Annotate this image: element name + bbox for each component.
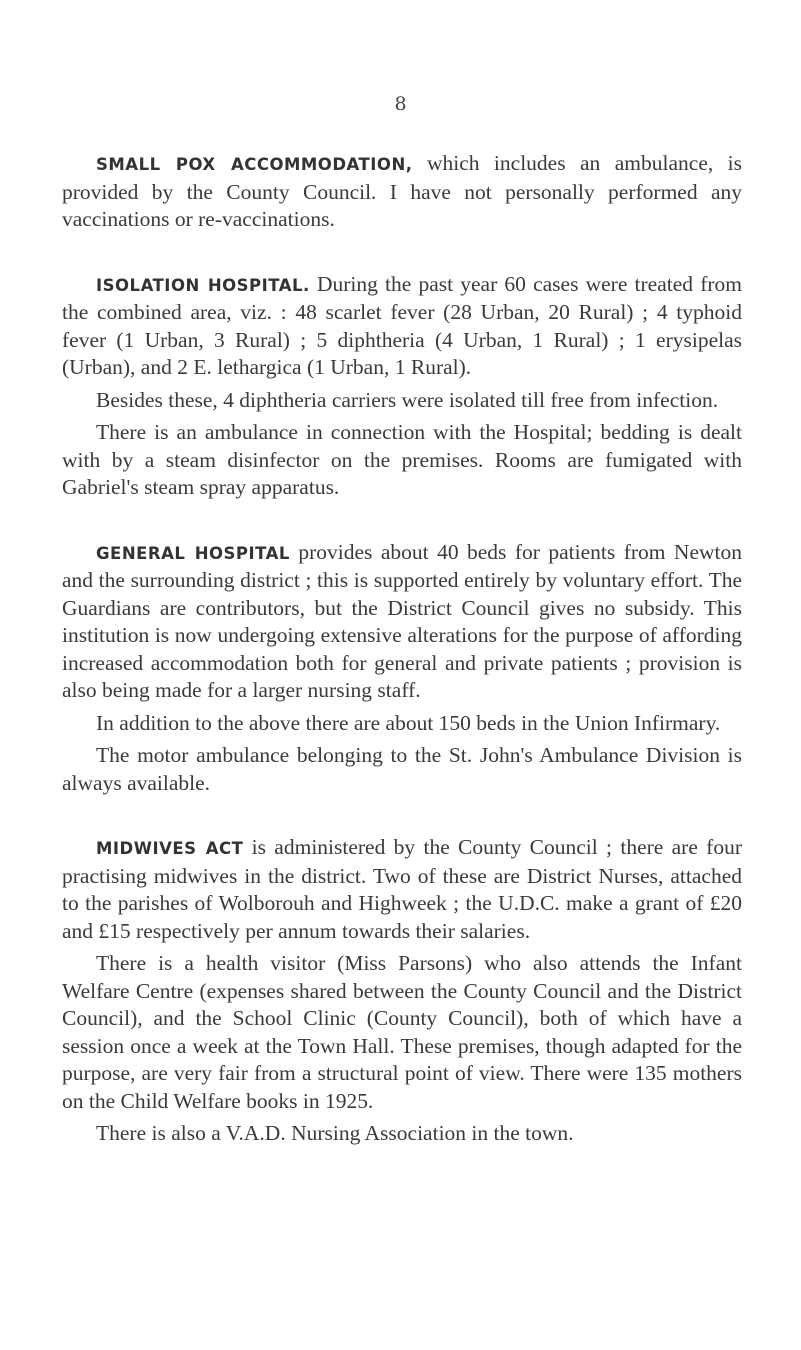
small-pox-paragraph: [62, 150, 742, 234]
isolation-paragraph-1: [62, 271, 742, 382]
section-isolation-hospital: [62, 271, 742, 502]
midwives-paragraph-3: There is also a V.A.D. Nursing Association in the town.: [96, 1121, 574, 1145]
small-pox-heading: SMALL POX ACCOMMODATION,: [96, 155, 413, 174]
general-heading: GENERAL HOSPITAL: [96, 543, 290, 563]
section-midwives-act: [62, 834, 742, 1148]
midwives-paragraph-2: There is a health visitor (Miss Parsons) who also attends the Infant Welfare Centre (expenses shared between the County Council and the District Council), and the School Clinic (County Council), both of which have a session once a week at the Town Hall. These premises, though adapted for the purpose, are very fair from a structural point of view. There were 135 mothers on the Child Welfare books in 1925.: [62, 951, 742, 1113]
section-small-pox: [62, 150, 742, 234]
midwives-paragraph-1: [62, 834, 742, 945]
section-general-hospital: [62, 539, 742, 798]
midwives-text-1: is administered by the County Council ; there are four practising midwives in the district. Two of these are District Nurses, attached to the parishes of Wolborouh and Highweek ; the U.D.C. make a grant of £20 and £15 respectively per annum towards their salaries.: [62, 835, 742, 943]
small-pox-text: which includes an ambulance, is provided by the County Council. I have not personally performed any vaccinations or re-vaccinations.: [62, 151, 743, 231]
isolation-paragraph-3: There is an ambulance in connection with the Hospital; bedding is dealt with by a steam disinfector on the premises. Rooms are fumigated with Gabriel's steam spray apparatus.: [62, 420, 742, 499]
page-number: 8: [394, 93, 407, 115]
general-text-1: provides about 40 beds for patients from Newton and the surrounding district ; this is supported entirely by voluntary effort. The Guardians are contributors, but the District Council gives no subsidy. This institution is now undergoing extensive alterations for the purpose of affording increased accommodation both for general and private patients ; provision is also being made for a larger nursing staff.: [62, 539, 742, 702]
general-paragraph-1: [62, 539, 742, 705]
general-paragraph-2: In addition to the above there are about 150 beds in the Union Infirmary.: [96, 710, 721, 735]
general-paragraph-3: The motor ambulance belonging to the St. John's Ambulance Division is always available.: [62, 743, 742, 795]
isolation-text-1: During the past year 60 cases were treated from the combined area, viz. : 48 scarlet fever (28 Urban, 20 Rural) ; 4 typhoid fever (1 Urban, 3 Rural) ; 5 diphtheria (4 Urban, 1 Rural) ; 1 erysipelas (Urban), and 2 E. lethargica (1 Urban, 1 Rural).: [62, 271, 742, 379]
midwives-heading: MIDWIVES ACT: [96, 839, 244, 858]
isolation-paragraph-2: Besides these, 4 diphtheria carriers were isolated till free from infection.: [96, 387, 719, 412]
document-body: [62, 150, 742, 1185]
isolation-heading: ISOLATION HOSPITAL.: [96, 275, 310, 295]
